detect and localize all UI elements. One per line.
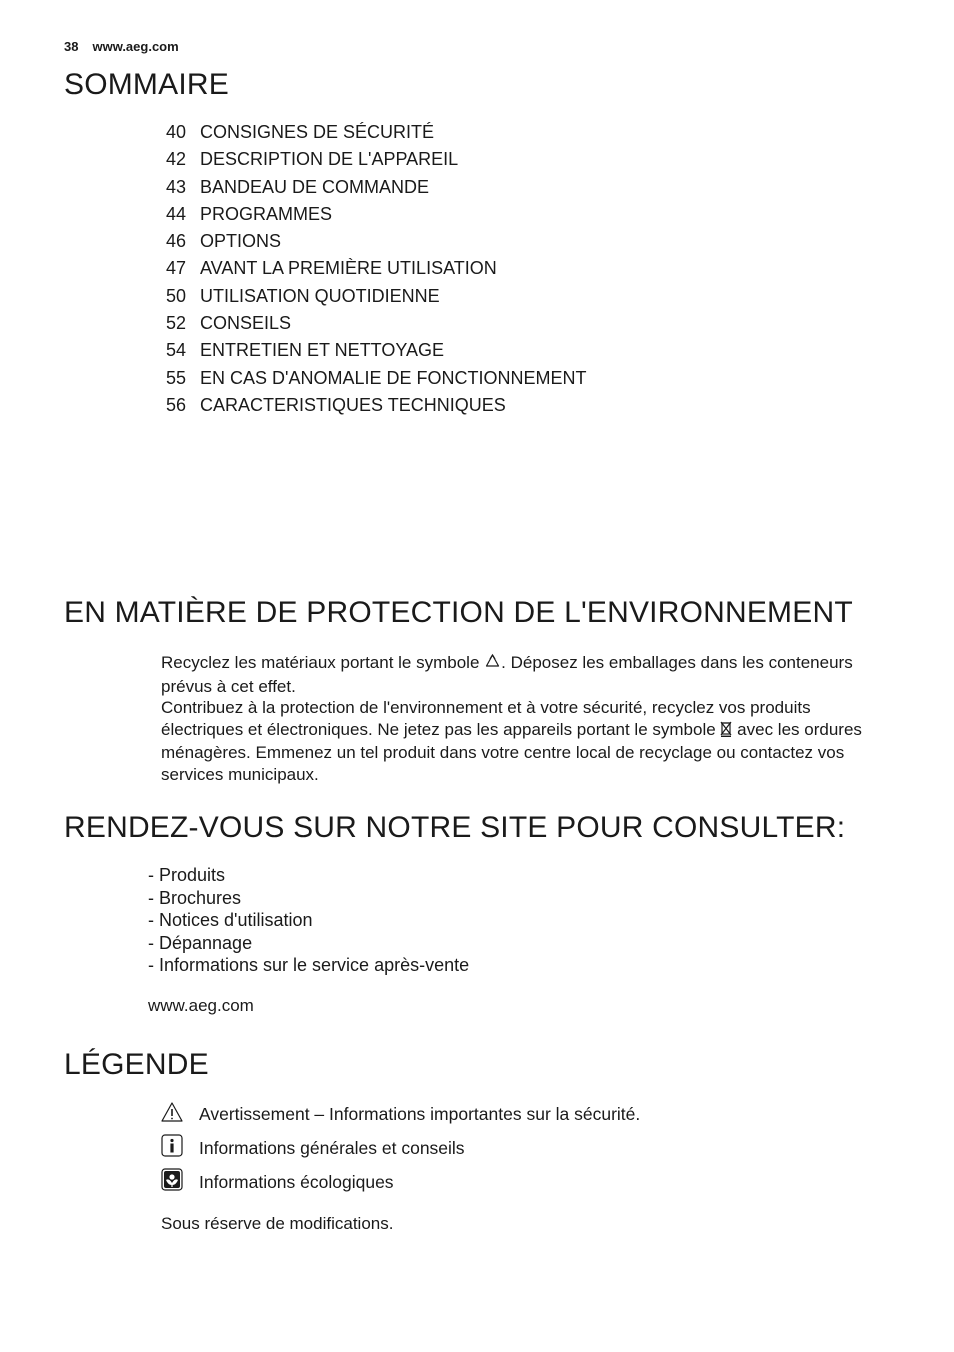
toc-label: OPTIONS [200,231,282,252]
page-number: 38 [64,39,79,54]
recycle-icon [484,653,501,676]
list-item: - Dépannage [148,932,253,953]
sommaire-title: SOMMAIRE [64,68,229,101]
toc-label: AVANT LA PREMIÈRE UTILISATION [200,258,497,279]
toc-item[interactable] [166,174,586,201]
toc-item[interactable] [166,337,586,364]
toc-page: 46 [166,231,187,252]
toc-label: BANDEAU DE COMMANDE [200,176,430,197]
list-item: - Notices d'utilisation [148,910,313,931]
legend-label: Avertissement – Informations importantes sur la sécurité. [199,1104,641,1124]
toc-label: ENTRETIEN ET NETTOYAGE [200,340,445,361]
list-item: - Informations sur le service après-vente [148,955,470,976]
footer-note: Sous réserve de modifications. [161,1214,394,1233]
toc-label: EN CAS D'ANOMALIE DE FONCTIONNEMENT [200,367,587,388]
page-header [64,39,179,54]
para-text: Contribuez à la protection de l'environnement et à votre sécurité, recyclez vos produits électriques et électroniques. Ne jetez pas les appareils portant le symbole [161,698,811,739]
toc-label: CARACTERISTIQUES TECHNIQUES [200,394,506,415]
legend-label: Informations générales et conseils [199,1138,465,1158]
toc-item[interactable] [166,255,586,282]
website-list [148,864,469,977]
toc-label: DESCRIPTION DE L'APPAREIL [200,149,459,170]
toc-item[interactable] [166,310,586,337]
toc-page: 42 [166,149,187,170]
toc-item[interactable] [166,283,586,310]
header-site: www.aeg.com [92,39,179,54]
toc-page: 47 [166,258,187,279]
list-item: - Brochures [148,887,242,908]
toc-page: 50 [166,285,187,306]
toc-item[interactable] [166,392,586,419]
crossed-bin-icon [720,720,732,743]
toc-item[interactable] [166,146,586,173]
website-link[interactable]: www.aeg.com [148,996,254,1015]
eco-flower-icon [161,1168,183,1192]
environment-title: EN MATIÈRE DE PROTECTION DE L'ENVIRONNEMENT [64,596,853,629]
legend-label: Informations écologiques [199,1172,394,1192]
para-text: Recyclez les matériaux portant le symbole [161,653,480,672]
toc-label: CONSIGNES DE SÉCURITÉ [200,122,435,142]
toc-page: 56 [166,394,187,415]
toc-label: UTILISATION QUOTIDIENNE [200,285,440,306]
toc-item[interactable] [166,228,586,255]
legend-title: LÉGENDE [64,1048,209,1081]
environment-text [161,652,891,785]
toc-page: 54 [166,340,187,361]
list-item: - Produits [148,865,226,885]
environment-paragraph [161,697,891,785]
para-text: avec les ordures ménagères. Emmenez un tel produit dans votre centre local de recyclage ou contactez vos services municipaux. [161,719,862,784]
toc-item[interactable] [166,119,586,146]
info-icon [161,1134,183,1158]
toc-page: 52 [166,313,187,334]
toc-item[interactable] [166,201,586,228]
toc-item[interactable] [166,365,586,392]
toc-label: PROGRAMMES [200,203,333,224]
toc-page: 43 [166,176,187,197]
table-of-contents [166,119,586,419]
toc-page: 55 [166,367,187,388]
website-title: RENDEZ-VOUS SUR NOTRE SITE POUR CONSULTER: [64,811,846,844]
warning-triangle-icon [161,1100,183,1124]
toc-page: 44 [166,203,187,224]
toc-label: CONSEILS [200,313,292,334]
toc-page: 40 [166,122,187,142]
environment-paragraph [161,652,891,697]
para-text: . Déposez les emballages dans les conteneurs prévus à cet effet. [161,653,853,696]
